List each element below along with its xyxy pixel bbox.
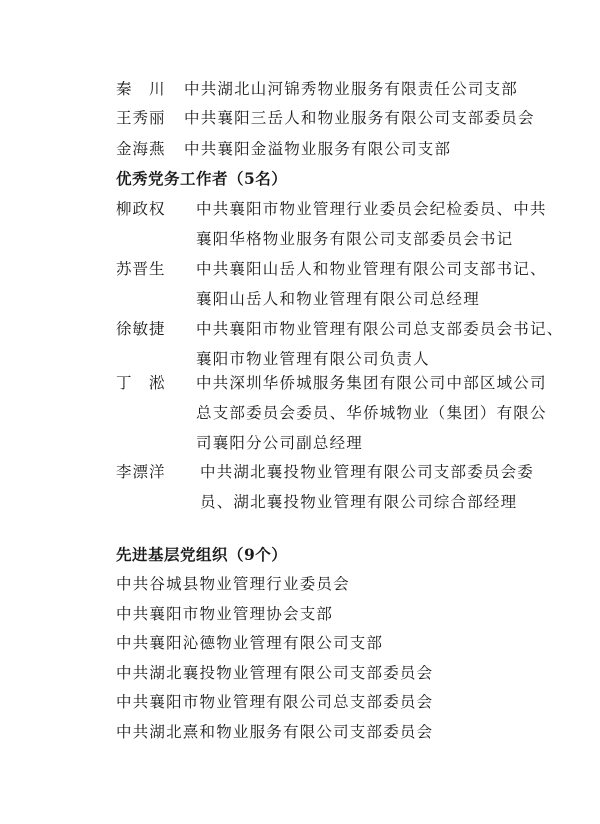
member-org [184,103,535,133]
worker-org [196,368,547,458]
worker-org-line: 襄阳华格物业服务有限公司支部委员会书记 [196,230,514,248]
org-list [116,570,433,747]
org-list-item: 中共襄阳市物业管理协会支部 [116,604,334,623]
member-org-line: 中共襄阳金溢物业服务有限公司支部 [184,140,452,158]
member-name: 王秀丽 [116,109,166,127]
worker-org-line: 总支部委员会委员、华侨城物业（集团）有限公 [196,404,547,422]
org-list-item: 中共谷城县物业管理行业委员会 [116,575,350,593]
member-org [184,74,518,104]
workers-heading: 优秀党务工作者（5名） [116,169,288,188]
worker-org [196,314,563,374]
worker-org-line: 中共深圳华侨城服务集团有限公司中部区域公司 [196,374,547,392]
worker-org-line: 中共湖北襄投物业管理有限公司支部委员会委 [200,463,535,481]
member-entry [116,134,452,164]
orgs-heading: 先进基层党组织（9个） [116,545,288,564]
worker-name: 柳政权 [116,200,166,218]
member-entry [116,103,535,133]
worker-org-line: 中共襄阳市物业管理有限公司总支部委员会书记、 [196,320,564,338]
worker-org-line: 襄阳市物业管理有限公司负责人 [196,350,430,368]
member-org [184,134,451,164]
worker-org-line: 中共襄阳市物业管理行业委员会纪检委员、中共 [196,200,547,218]
member-org-line: 中共襄阳三岳人和物业服务有限公司支部委员会 [184,109,535,127]
worker-org-line: 中共襄阳山岳人和物业管理有限公司支部书记、 [196,260,547,278]
worker-entry [116,254,547,308]
worker-org [196,254,547,314]
worker-name: 李漂洋 [116,463,166,481]
worker-name: 徐敏捷 [116,320,166,338]
member-name: 秦 川 [116,80,166,98]
org-list-item: 中共湖北襄投物业管理有限公司支部委员会 [116,663,434,682]
member-name: 金海燕 [116,140,166,158]
worker-entry [116,314,564,368]
worker-org [196,194,547,254]
worker-entry [116,368,547,452]
worker-org [200,457,534,517]
org-list-item: 中共襄阳市物业管理有限公司总支部委员会 [116,693,434,711]
org-list-item: 中共湖北熹和物业服务有限公司支部委员会 [116,722,434,741]
worker-name: 丁 淞 [116,374,166,392]
worker-org-line: 员、湖北襄投物业管理有限公司综合部经理 [200,493,518,511]
worker-org-line: 襄阳山岳人和物业管理有限公司总经理 [196,290,480,308]
org-list-item: 中共襄阳沁德物业管理有限公司支部 [116,634,384,652]
worker-org-line: 司襄阳分公司副总经理 [196,434,364,452]
member-org-line: 中共湖北山河锦秀物业服务有限责任公司支部 [184,80,519,98]
worker-entry [116,194,547,248]
member-entry [116,74,519,104]
worker-entry [116,457,535,511]
worker-name: 苏晋生 [116,260,166,278]
